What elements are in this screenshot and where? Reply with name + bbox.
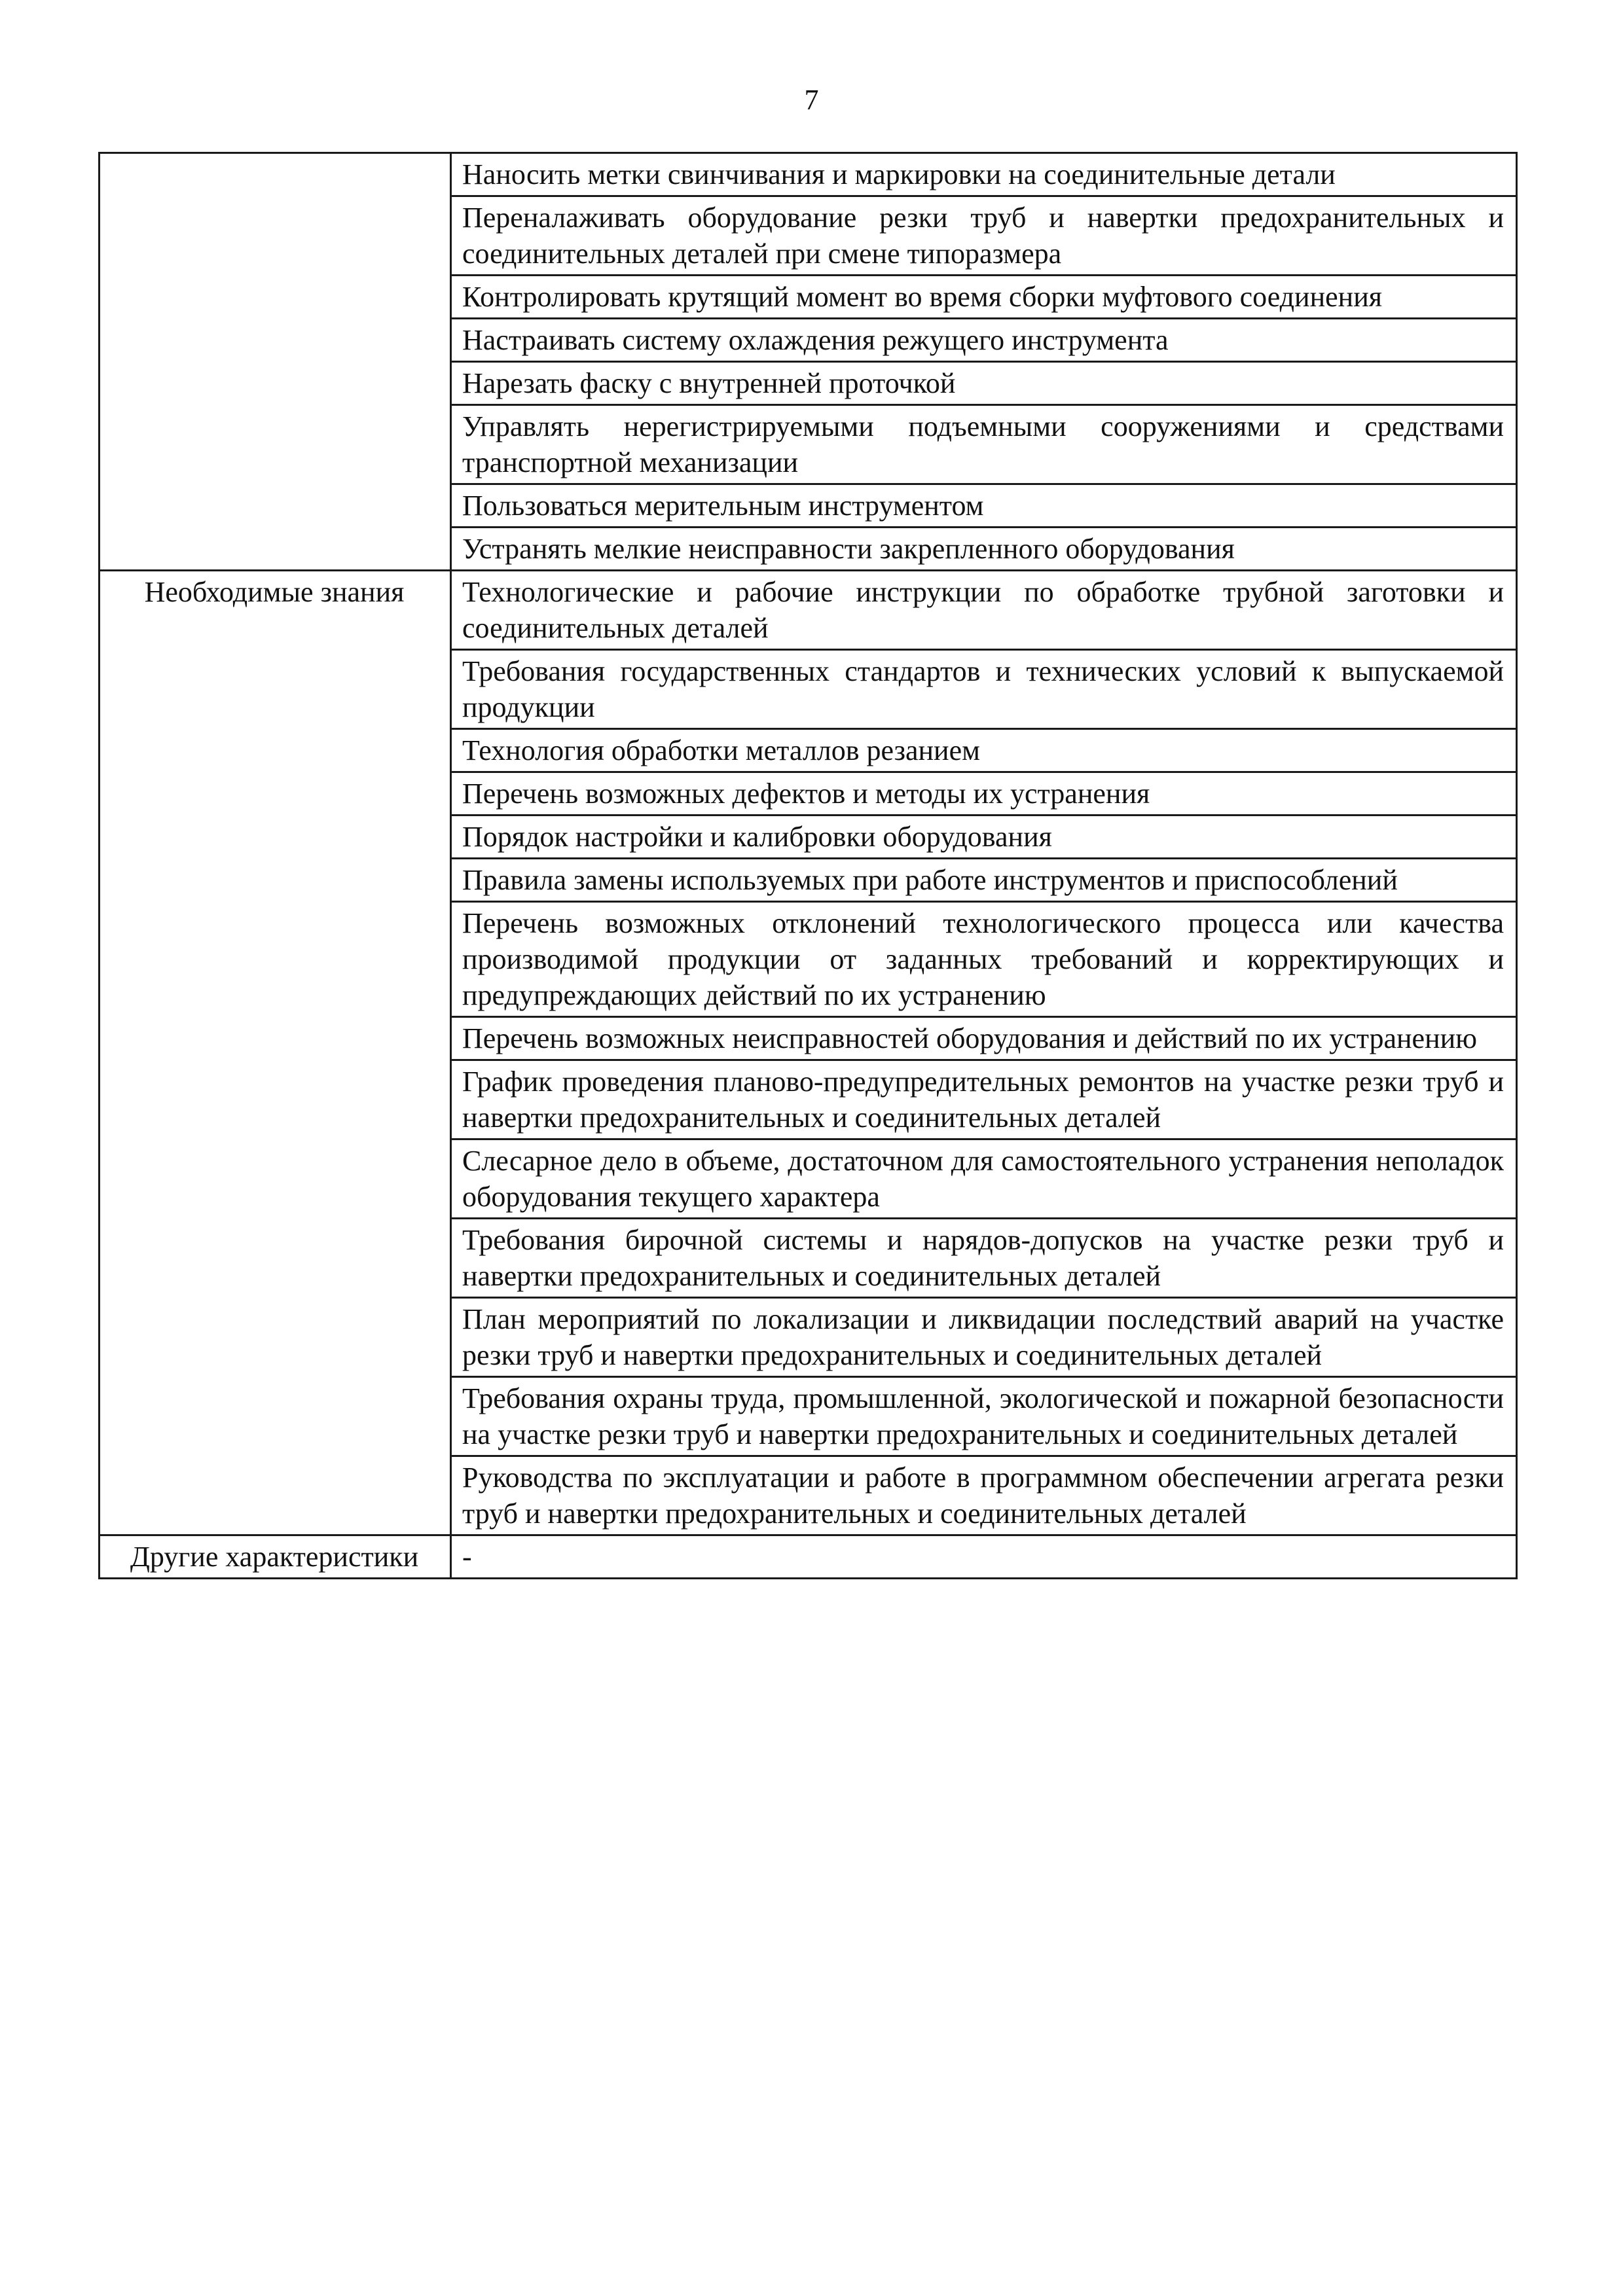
section-label: Необходимые знания	[100, 571, 451, 1535]
requirements-table	[98, 152, 1518, 1579]
requirement-item: Переналаживать оборудование резки труб и навертки предохранительных и соединительных деталей при смене типоразмера	[451, 196, 1517, 276]
section-label: Другие характеристики	[100, 1535, 451, 1579]
requirement-item: Руководства по эксплуатации и работе в программном обеспечении агрегата резки труб и навертки предохранительных и соединительных деталей	[451, 1456, 1517, 1535]
section-label	[100, 153, 451, 571]
requirement-item: Перечень возможных дефектов и методы их устранения	[451, 772, 1517, 816]
requirement-item: Контролировать крутящий момент во время сборки муфтового соединения	[451, 276, 1517, 319]
requirement-item: Порядок настройки и калибровки оборудования	[451, 816, 1517, 859]
page-number: 7	[804, 84, 819, 116]
requirement-item: Нарезать фаску с внутренней проточкой	[451, 362, 1517, 405]
requirement-item: Слесарное дело в объеме, достаточном для самостоятельного устранения неполадок оборудования текущего характера	[451, 1139, 1517, 1219]
requirement-item: Перечень возможных неисправностей оборудования и действий по их устранению	[451, 1017, 1517, 1060]
requirement-item: Перечень возможных отклонений технологического процесса или качества производимой продукции от заданных требований и корректирующих и предупреждающих действий по их устранению	[451, 902, 1517, 1017]
requirement-item: Требования охраны труда, промышленной, экологической и пожарной безопасности на участке резки труб и навертки предохранительных и соединительных деталей	[451, 1377, 1517, 1456]
table-row	[100, 1535, 1517, 1579]
requirement-item: Наносить метки свинчивания и маркировки на соединительные детали	[451, 153, 1517, 196]
table-body	[100, 153, 1517, 1579]
requirement-item: Пользоваться мерительным инструментом	[451, 484, 1517, 528]
requirement-item: -	[451, 1535, 1517, 1579]
requirement-item: План мероприятий по локализации и ликвидации последствий аварий на участке резки труб и навертки предохранительных и соединительных деталей	[451, 1298, 1517, 1377]
requirement-item: Требования бирочной системы и нарядов-допусков на участке резки труб и навертки предохранительных и соединительных деталей	[451, 1219, 1517, 1298]
table-row	[100, 153, 1517, 196]
table-row	[100, 571, 1517, 650]
requirement-item: График проведения планово-предупредительных ремонтов на участке резки труб и навертки предохранительных и соединительных деталей	[451, 1060, 1517, 1139]
requirement-item: Правила замены используемых при работе инструментов и приспособлений	[451, 859, 1517, 902]
requirement-item: Управлять нерегистрируемыми подъемными сооружениями и средствами транспортной механизации	[451, 405, 1517, 484]
requirement-item: Технологические и рабочие инструкции по обработке трубной заготовки и соединительных деталей	[451, 571, 1517, 650]
requirement-item: Технология обработки металлов резанием	[451, 729, 1517, 772]
requirement-item: Настраивать систему охлаждения режущего инструмента	[451, 319, 1517, 362]
requirement-item: Устранять мелкие неисправности закрепленного оборудования	[451, 528, 1517, 571]
requirement-item: Требования государственных стандартов и технических условий к выпускаемой продукции	[451, 650, 1517, 729]
